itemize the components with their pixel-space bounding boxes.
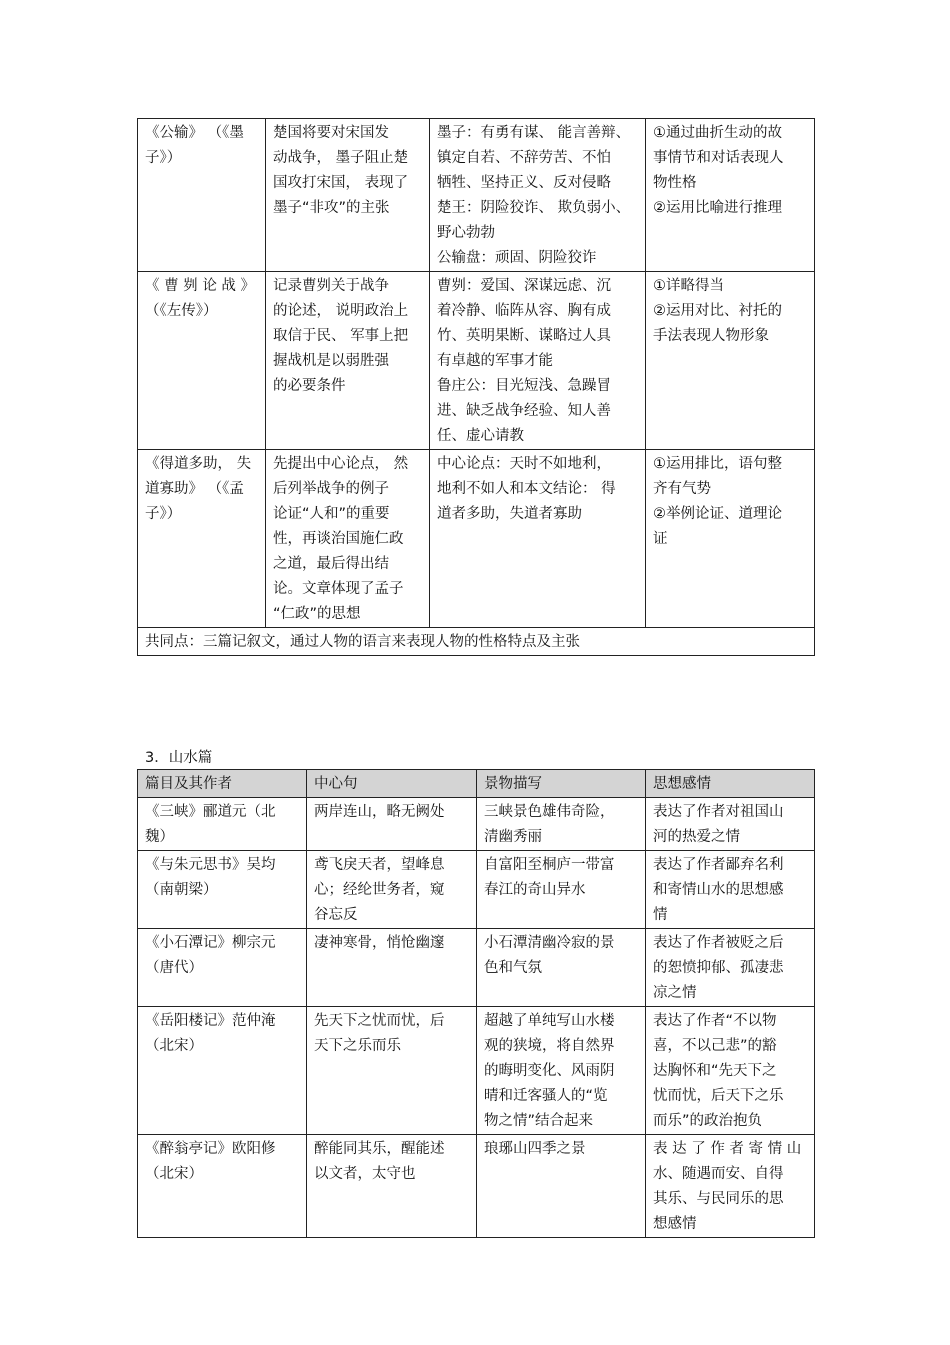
- table-cell: 《与朱元思书》吴均 （南朝梁）: [138, 851, 307, 929]
- table-row: [138, 1135, 815, 1238]
- content-cell: 先提出中心论点， 然 后列举战争的例子 论证“人和”的重要 性，再谈治国施仁政 之道，最后得出结 论。文章体现了孟子 “仁政”的思想: [266, 450, 430, 628]
- table-cell: 先天下之忧而忧，后 天下之乐而乐: [307, 1007, 477, 1135]
- content-cell: 记录曹刿关于战争 的论述， 说明政治上 取信于民、 军事上把 握战机是以弱胜强 的必要条件: [266, 272, 430, 450]
- table-cell: 超越了单纯写山水楼 观的狭境，将自然界 的晦明变化、风雨阴 晴和迁客骚人的“览 物之情”结合起来: [477, 1007, 646, 1135]
- works-table-characters: [137, 118, 815, 656]
- column-header: 思想感情: [646, 770, 815, 798]
- table-row: [138, 272, 815, 450]
- technique-cell: ①详略得当 ②运用对比、衬托的 手法表现人物形象: [646, 272, 815, 450]
- table-cell: 鸢飞戾天者，望峰息 心；经纶世务者，窥 谷忘反: [307, 851, 477, 929]
- table-cell: 自富阳至桐庐一带富 春江的奇山异水: [477, 851, 646, 929]
- table-cell: 《小石潭记》柳宗元 （唐代）: [138, 929, 307, 1007]
- figures-cell: 墨子：有勇有谋、 能言善辩、 镇定自若、不辞劳苦、不怕 牺牲、坚持正义、反对侵略 楚王：阴险狡诈、 欺负弱小、 野心勃勃 公输盘：顽固、阴险狡诈: [430, 119, 646, 272]
- technique-cell: ①通过曲折生动的故 事情节和对话表现人 物性格 ②运用比喻进行推理: [646, 119, 815, 272]
- table-cell: 《三峡》郦道元（北 魏）: [138, 798, 307, 851]
- column-header: 景物描写: [477, 770, 646, 798]
- table-cell: 琅琊山四季之景: [477, 1135, 646, 1238]
- content-cell: 楚国将要对宋国发 动战争， 墨子阻止楚 国攻打宋国， 表现了 墨子“非攻”的主张: [266, 119, 430, 272]
- figures-cell: 中心论点：天时不如地利， 地利不如人和本文结论： 得 道者多助，失道者寡助: [430, 450, 646, 628]
- work-title-cell: 《 曹 刿 论 战 》 （《左传》）: [138, 272, 266, 450]
- table-header-row: [138, 770, 815, 798]
- table-cell: 醉能同其乐，醒能述 以文者，太守也: [307, 1135, 477, 1238]
- column-header: 篇目及其作者: [138, 770, 307, 798]
- table-cell: 小石潭清幽冷寂的景 色和气氛: [477, 929, 646, 1007]
- technique-cell: ①运用排比，语句整 齐有气势 ②举例论证、道理论 证: [646, 450, 815, 628]
- table-row: [138, 1007, 815, 1135]
- table-cell: 两岸连山，略无阙处: [307, 798, 477, 851]
- table-cell: 表达了作者鄙弃名利 和寄情山水的思想感 情: [646, 851, 815, 929]
- table-cell: 表达了作者“不以物 喜，不以己悲”的豁 达胸怀和“先天下之 忧而忧，后天下之乐 而乐”的政治抱负: [646, 1007, 815, 1135]
- table-cell: 表达了作者对祖国山 河的热爱之情: [646, 798, 815, 851]
- summary-row: [138, 628, 815, 656]
- section-title: 3．山水篇: [145, 750, 213, 766]
- table-row: [138, 851, 815, 929]
- works-table-landscape: [137, 769, 815, 1238]
- table-row: [138, 798, 815, 851]
- table-cell: 三峡景色雄伟奇险， 清幽秀丽: [477, 798, 646, 851]
- table-cell: 表 达 了 作 者 寄 情 山 水、随遇而安、自得 其乐、与民同乐的思 想感情: [646, 1135, 815, 1238]
- table-row: [138, 119, 815, 272]
- figures-cell: 曹刿：爱国、深谋远虑、沉 着冷静、临阵从容、胸有成 竹、英明果断、谋略过人具 有卓越的军事才能 鲁庄公：目光短浅、急躁冒 进、缺乏战争经验、知人善 任、虚心请教: [430, 272, 646, 450]
- table-row: [138, 450, 815, 628]
- table-cell: 表达了作者被贬之后 的恕愤抑郁、孤凄悲 凉之情: [646, 929, 815, 1007]
- summary-cell: 共同点：三篇记叙文，通过人物的语言来表现人物的性格特点及主张: [138, 628, 815, 656]
- table-cell: 《岳阳楼记》范仲淹 （北宋）: [138, 1007, 307, 1135]
- table-row: [138, 929, 815, 1007]
- table-cell: 《醉翁亭记》欧阳修 （北宋）: [138, 1135, 307, 1238]
- column-header: 中心句: [307, 770, 477, 798]
- work-title-cell: 《得道多助， 失 道寡助》 （《孟 子》）: [138, 450, 266, 628]
- table-cell: 凄神寒骨，悄怆幽邃: [307, 929, 477, 1007]
- work-title-cell: 《公输》 （《墨 子》）: [138, 119, 266, 272]
